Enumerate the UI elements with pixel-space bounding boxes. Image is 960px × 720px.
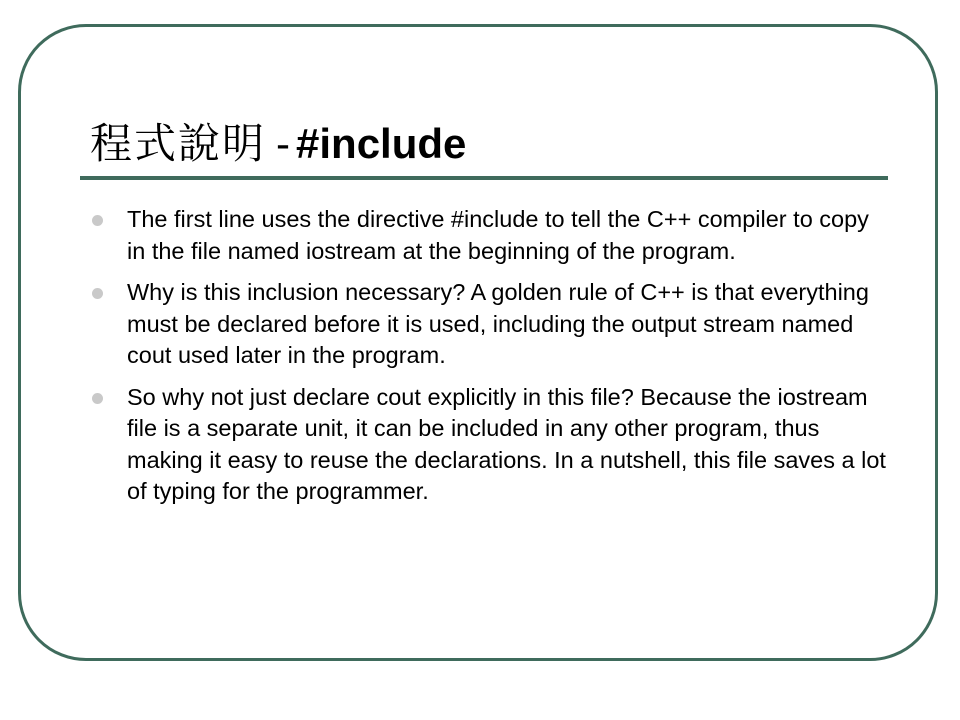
bullet-list: [90, 204, 890, 518]
slide-title-prefix: 程式說明: [90, 119, 267, 168]
bullet-item: [90, 277, 890, 372]
bullet-dot-icon: [92, 393, 103, 404]
bullet-text: The first line uses the directive #include to tell the C++ compiler to copy in the file named iostream at the beginning of the program.: [127, 206, 869, 264]
bullet-dot-icon: [92, 288, 103, 299]
bullet-item: [90, 382, 890, 508]
bullet-text: Why is this inclusion necessary? A golden rule of C++ is that everything must be declared before it is used, including the output stream named cout used later in the program.: [127, 279, 869, 368]
bullet-dot-icon: [92, 215, 103, 226]
slide-title-separator: -: [276, 120, 291, 167]
title-underline: [80, 176, 888, 180]
bullet-text: So why not just declare cout explicitly in this file? Because the iostream file is a separate unit, it can be included in any other program, thus making it easy to reuse the declarations. In a nutshell, this file saves a lot of typing for the programmer.: [127, 383, 886, 504]
slide-title-topic: #include: [296, 120, 467, 167]
slide-title: [90, 112, 870, 176]
bullet-item: [90, 204, 890, 267]
